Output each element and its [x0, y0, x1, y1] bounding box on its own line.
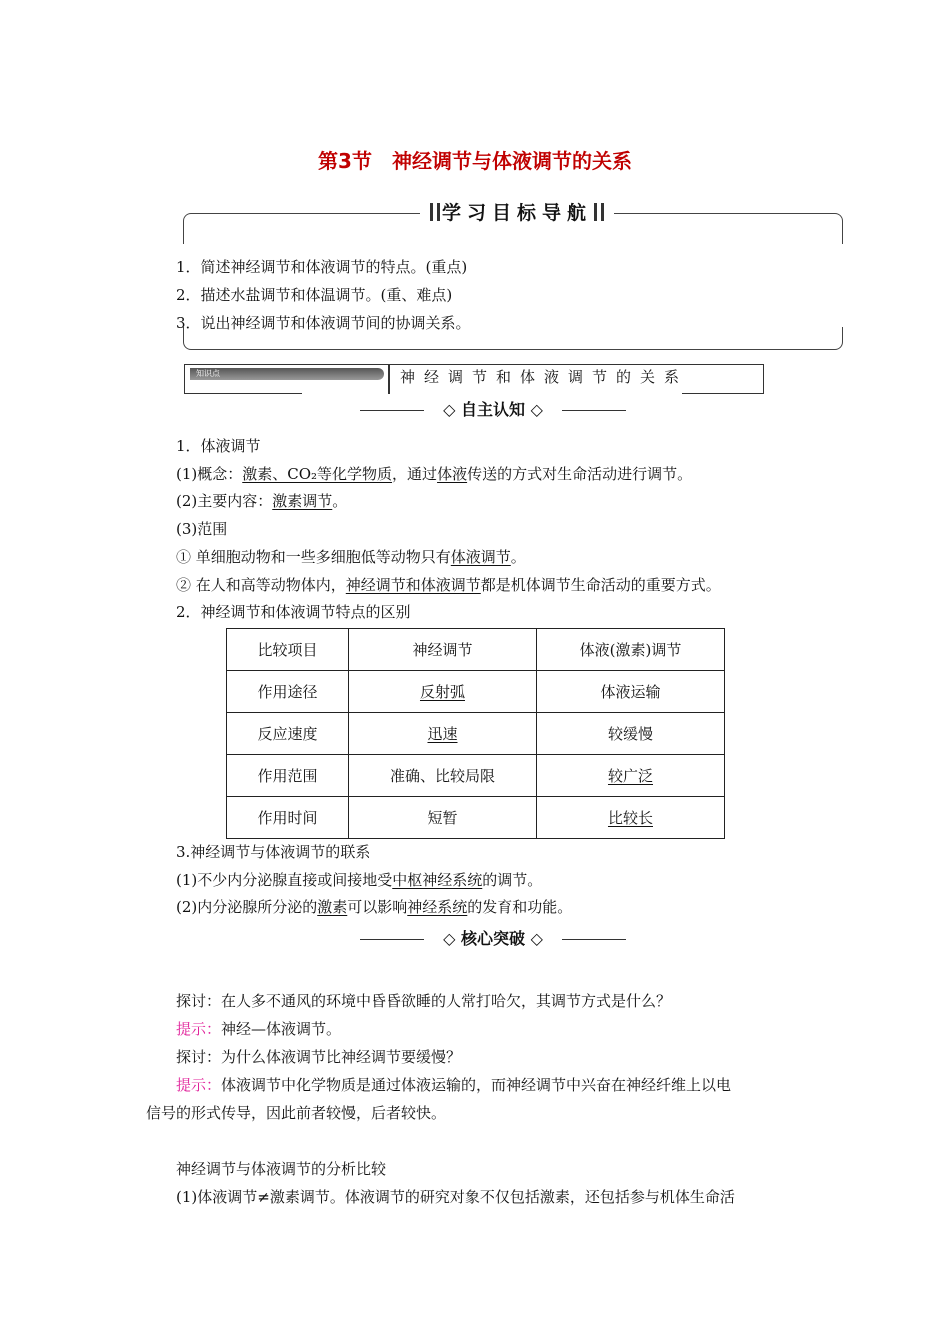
table-row	[227, 755, 725, 797]
hint-label: 提示：	[176, 1020, 222, 1038]
table-cell: 作用范围	[227, 755, 349, 797]
diamond-icon: ◇	[530, 929, 543, 948]
analysis-paragraph: (1)体液调节≠激素调节。体液调节的研究对象不仅包括激素，还包括参与机体生命活	[176, 1188, 735, 1206]
table-header-row	[227, 629, 725, 671]
diamond-icon: ◇	[443, 400, 456, 419]
question-1: 探讨：在人多不通风的环境中昏昏欲睡的人常打哈欠，其调节方式是什么？	[176, 992, 672, 1010]
table-cell: 比较长	[537, 797, 725, 839]
heading-body-fluid: 1．体液调节	[176, 437, 261, 455]
objectives-heading-text: 学习目标导航	[442, 202, 593, 224]
answer-2: 提示：体液调节中化学物质是通过体液运输的，而神经调节中兴奋在神经纤维上以电	[176, 1076, 732, 1094]
section-tab-label: 知识点	[196, 369, 220, 378]
paragraph-concept: (1)概念：激素、CO₂等化学物质，通过体液传送的方式对生命活动进行调节。	[176, 465, 693, 483]
table-cell: 迅速	[349, 713, 537, 755]
section-banner-title: 神经调节和体液调节的关系	[400, 368, 689, 386]
paragraph-scope-1: ① 单细胞动物和一些多细胞低等动物只有体液调节。	[176, 548, 526, 566]
table-cell: 较广泛	[537, 755, 725, 797]
objectives-heading	[420, 198, 614, 225]
table-cell: 作用途径	[227, 671, 349, 713]
table-row	[227, 713, 725, 755]
paragraph-scope-2: ② 在人和高等动物体内，神经调节和体液调节都是机体调节生命活动的重要方式。	[176, 576, 721, 594]
heading-relation: 3.神经调节与体液调节的联系	[176, 843, 371, 861]
diamond-icon: ◇	[530, 400, 543, 419]
paragraph-relation-1: (1)不少内分泌腺直接或间接地受中枢神经系统的调节。	[176, 871, 543, 889]
diamond-icon: ◇	[443, 929, 456, 948]
table-cell: 体液运输	[537, 671, 725, 713]
table-cell: 作用时间	[227, 797, 349, 839]
paragraph-scope: (3)范围	[176, 520, 228, 538]
table-header-cell: 神经调节	[349, 629, 537, 671]
table-row	[227, 797, 725, 839]
table-header-cell: 体液(激素)调节	[537, 629, 725, 671]
analysis-title: 神经调节与体液调节的分析比较	[176, 1160, 387, 1178]
answer-2-continued: 信号的形式传导，因此前者较慢，后者较快。	[146, 1104, 447, 1122]
hint-label: 提示：	[176, 1076, 222, 1094]
table-cell: 反射弧	[349, 671, 537, 713]
paragraph-relation-2: (2)内分泌腺所分泌的激素可以影响神经系统的发育和功能。	[176, 898, 573, 916]
objective-item: 3．说出神经调节和体液调节间的协调关系。	[176, 314, 471, 332]
table-header-cell: 比较项目	[227, 629, 349, 671]
objective-item: 1．简述神经调节和体液调节的特点。(重点)	[176, 258, 468, 276]
divider-core: ◇ 核心突破 ◇	[360, 928, 626, 950]
answer-1: 提示：神经—体液调节。	[176, 1020, 342, 1038]
objectives-box-bottom	[183, 327, 843, 350]
objective-item: 2．描述水盐调节和体温调节。(重、难点)	[176, 286, 453, 304]
comparison-table	[226, 628, 725, 839]
table-cell: 短暂	[349, 797, 537, 839]
question-2: 探讨：为什么体液调节比神经调节要缓慢？	[176, 1048, 462, 1066]
table-cell: 反应速度	[227, 713, 349, 755]
heading-comparison: 2．神经调节和体液调节特点的区别	[176, 603, 411, 621]
table-row	[227, 671, 725, 713]
paragraph-content: (2)主要内容：激素调节。	[176, 492, 348, 510]
table-cell: 较缓慢	[537, 713, 725, 755]
page-title: 第3节 神经调节与体液调节的关系	[318, 149, 632, 173]
table-cell: 准确、比较局限	[349, 755, 537, 797]
divider-self-study: ◇ 自主认知 ◇	[360, 399, 626, 421]
